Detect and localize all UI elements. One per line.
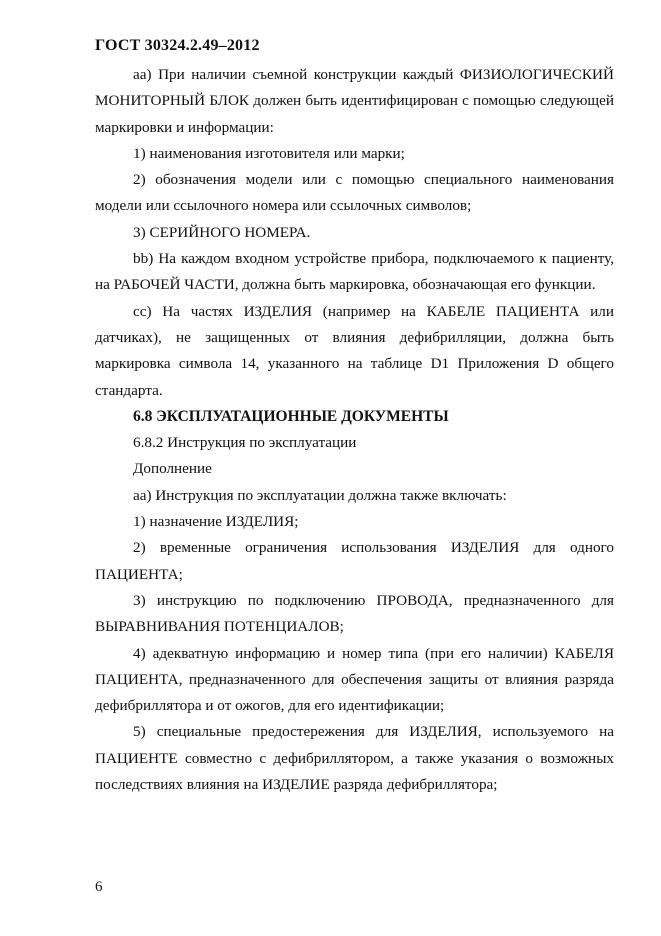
- paragraph-item-3: 3) СЕРИЙНОГО НОМЕРА.: [133, 223, 311, 241]
- standard-header: ГОСТ 30324.2.49–2012: [95, 37, 260, 54]
- paragraph-bb: bb) На каждом входном устройстве прибора, подключаемого к пациенту, на РАБОЧЕЙ ЧАСТИ, должна быть маркировка, обозначающая его функции.: [95, 250, 614, 294]
- instruction-item-1: 1) назначение ИЗДЕЛИЯ;: [133, 513, 299, 531]
- section-heading-6-8: 6.8 ЭКСПЛУАТАЦИОННЫЕ ДОКУМЕНТЫ: [133, 407, 449, 425]
- instruction-item-5: 5) специальные предостережения для ИЗДЕЛИЯ, используемого на ПАЦИЕНТЕ совместно с дефибриллятором, а также указания о возможных последствиях влияния на ИЗДЕЛИЕ разряда дефибриллятора;: [95, 723, 614, 794]
- paragraph-cc: cc) На частях ИЗДЕЛИЯ (например на КАБЕЛЕ ПАЦИЕНТА или датчиках), не защищенных от влияния дефибрилляции, должна быть маркировка символа 14, указанного на таблице D1 Приложения D общего стандарта.: [95, 302, 614, 399]
- paragraph-aa-marking: аа) При наличии съемной конструкции каждый ФИЗИОЛОГИЧЕСКИЙ МОНИТОРНЫЙ БЛОК должен быть идентифицирован с помощью следующей маркировки и информации:: [95, 66, 614, 136]
- body-text: [95, 62, 614, 798]
- paragraph-item-1: 1) наименования изготовителя или марки;: [133, 144, 405, 162]
- subsection-6-8-2: 6.8.2 Инструкция по эксплуатации: [133, 434, 357, 452]
- page-number: 6: [95, 879, 103, 895]
- paragraph-addition: Дополнение: [133, 460, 212, 478]
- instruction-item-4: 4) адекватную информацию и номер типа (при его наличии) КАБЕЛЯ ПАЦИЕНТА, предназначенного для обеспечения защиты от влияния разряда дефибриллятора и от ожогов, для его идентификации;: [95, 644, 614, 715]
- instruction-item-3: 3) инструкцию по подключению ПРОВОДА, предназначенного для ВЫРАВНИВАНИЯ ПОТЕНЦИАЛОВ;: [95, 591, 614, 636]
- paragraph-aa-instructions: аа) Инструкция по эксплуатации должна также включать:: [133, 486, 507, 504]
- instruction-item-2: 2) временные ограничения использования ИЗДЕЛИЯ для одного ПАЦИЕНТА;: [95, 539, 614, 583]
- paragraph-item-2: 2) обозначения модели или с помощью специального наименования модели или ссылочного номера или ссылочных символов;: [95, 171, 614, 215]
